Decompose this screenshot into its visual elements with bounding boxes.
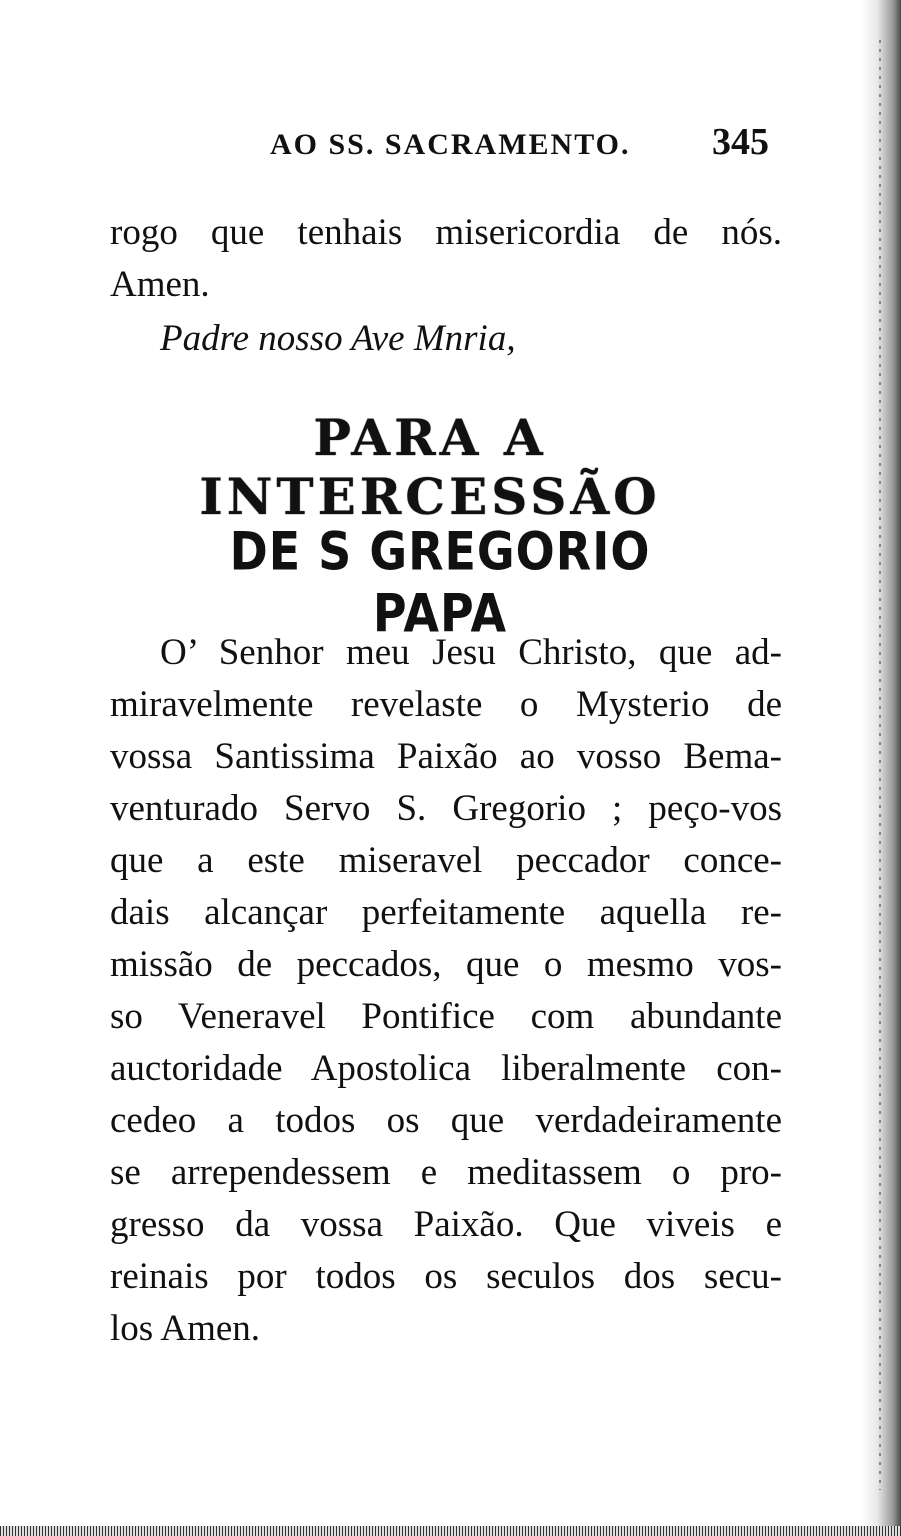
prayer-line: vossa Santissima Paixão ao vosso Bema-	[110, 736, 782, 777]
text-line: Padre nosso Ave Mnria,	[160, 318, 516, 359]
prayer-line: auctoridade Apostolica liberalmente con-	[110, 1048, 782, 1089]
prayer-line: missão de peccados, que o mesmo vos-	[110, 944, 782, 985]
text-line: rogo que tenhais misericordia de nós.	[110, 212, 782, 253]
page-edge-shadow	[861, 0, 901, 1536]
page-number: 345	[712, 121, 769, 163]
page-edge-bottom	[0, 1526, 901, 1536]
prayer-line: venturado Servo S. Gregorio ; peço-vos	[110, 788, 782, 829]
prayer-line: gresso da vossa Paixão. Que viveis e	[110, 1204, 782, 1245]
prayer-line: cedeo a todos os que verdadeiramente	[110, 1100, 782, 1141]
text-line: Amen.	[110, 264, 210, 305]
section-title: PARA A INTERCESSÃO	[199, 408, 661, 526]
prayer-line: se arrependessem e meditassem o pro-	[110, 1152, 782, 1193]
running-head: AO SS. SACRAMENTO.	[270, 128, 631, 161]
prayer-line: so Veneravel Pontifice com abundante	[110, 996, 782, 1037]
prayer-line: que a este miseravel peccador conce-	[110, 840, 782, 881]
prayer-line: miravelmente revelaste o Mysterio de	[110, 684, 782, 725]
prayer-line: O’ Senhor meu Jesu Christo, que ad-	[160, 632, 782, 673]
prayer-line: los Amen.	[110, 1308, 261, 1349]
prayer-line: reinais por todos os seculos dos secu-	[110, 1256, 782, 1297]
section-subtitle: DE S GREGORIO PAPA	[229, 519, 651, 645]
prayer-line: dais alcançar perfeitamente aquella re-	[110, 892, 782, 933]
